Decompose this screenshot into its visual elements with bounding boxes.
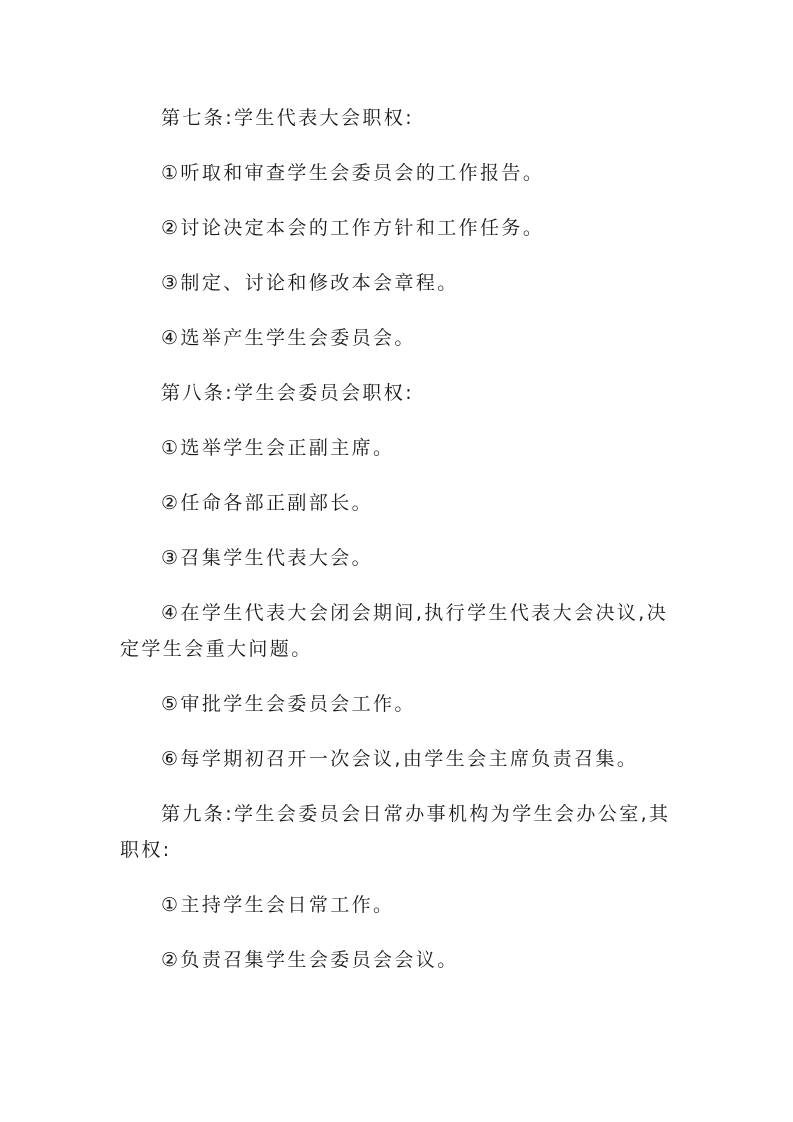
article-8-item-6: ⑥每学期初召开一次会议,由学生会主席负责召集。 <box>161 748 639 770</box>
article-8-item-5: ⑤审批学生会委员会工作。 <box>161 693 416 715</box>
article-8-heading: 第八条:学生会委员会职权: <box>161 382 415 404</box>
article-9-item-1: ①主持学生会日常工作。 <box>161 894 395 916</box>
article-9-item-2: ②负责召集学生会委员会会议。 <box>161 949 459 971</box>
article-9-heading: 第九条:学生会委员会日常办事机构为学生会办公室,其职权: <box>120 803 671 861</box>
document-body <box>120 100 680 997</box>
article-8-item-2: ②任命各部正副部长。 <box>161 492 374 514</box>
article-8-item-1: ①选举学生会正副主席。 <box>161 437 395 459</box>
article-7-item-3: ③制定、讨论和修改本会章程。 <box>161 272 459 294</box>
article-7-heading: 第七条:学生代表大会职权: <box>161 107 415 129</box>
article-7-item-2: ②讨论决定本会的工作方针和工作任务。 <box>161 217 545 239</box>
article-7-item-1: ①听取和审查学生会委员会的工作报告。 <box>161 162 545 184</box>
article-8-item-4: ④在学生代表大会闭会期间,执行学生代表大会决议,决定学生会重大问题。 <box>120 602 669 660</box>
article-7-item-4: ④选举产生学生会委员会。 <box>161 327 416 349</box>
article-8-item-3: ③召集学生代表大会。 <box>161 547 374 569</box>
